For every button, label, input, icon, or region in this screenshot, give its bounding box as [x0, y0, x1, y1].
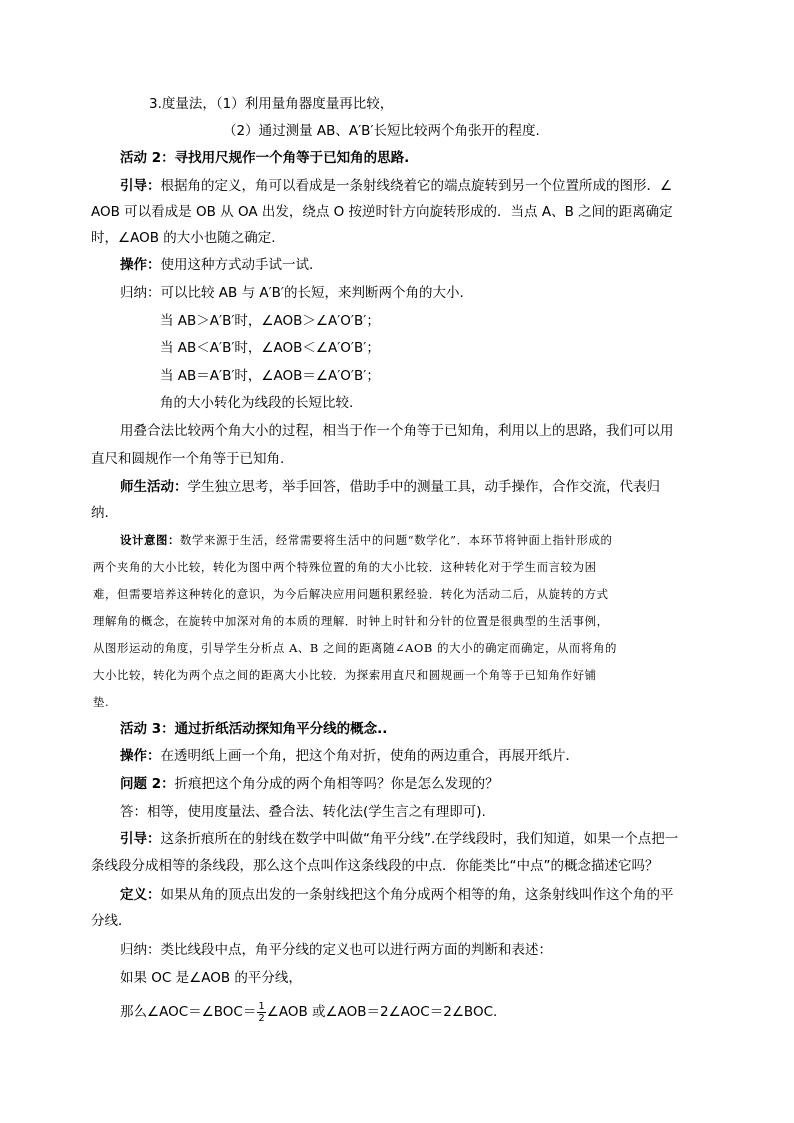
activity2-guide-line3: 时，∠AOB 的大小也随之确定. [91, 230, 276, 246]
para-line2: 直尺和圆规作一个角等于已知角. [91, 451, 285, 467]
activity3-guide-text: 这条折痕所在的射线在数学中叫做“角平分线”.在学线段时，我们知道，如果一个点把一 [160, 831, 679, 847]
design-intent-line2: 两个夹角的大小比较，转化为图中两个特殊位置的角的大小比较．这种转化对于学生而言较为困 [93, 560, 597, 574]
fraction-denominator: 2 [258, 1012, 265, 1024]
guide-label: 引导： [120, 178, 161, 194]
case-less: 当 AB＜A′B′时，∠AOB＜∠A′O′B′； [160, 340, 380, 356]
design-intent-text: 数学来源于生活，经常需要将生活中的问题“数学化”．本环节将钟面上指针形成的 [179, 533, 613, 547]
design-intent-line7: 垫. [93, 695, 110, 709]
case-equal: 当 AB＝A′B′时，∠AOB＝∠A′O′B′； [160, 368, 380, 384]
teacher-student-activity [120, 478, 660, 496]
activity3-summary [120, 941, 552, 959]
design-intent-label: 设计意图： [120, 533, 180, 547]
guide-text: 根据角的定义，角可以看成是一条射线绕着它的端点旋转到另一个位置所成的图形．∠ [160, 178, 673, 194]
question-2 [120, 775, 499, 793]
answer: 答：相等，使用度量法、叠合法、转化法(学生言之有理即可). [120, 804, 486, 820]
summary-text: 可以比较 AB 与 A′B′的长短，来判断两个角的大小. [160, 285, 464, 301]
teacher-student-label: 师生活动： [120, 479, 188, 495]
design-intent-line6: 大小比较，转化为两个点之间的距离大小比较．为探索用直尺和圆规画一个角等于已知角作好铺 [93, 668, 597, 682]
activity3-guide-label: 引导： [120, 831, 161, 847]
bisector-formula [120, 1000, 497, 1024]
activity3-operation [120, 747, 579, 765]
summary-label: 归纳： [120, 285, 161, 301]
activity3-operation-text: 在透明纸上画一个角，把这个角对折，使角的两边重合，再展开纸片． [160, 748, 579, 764]
fraction-one-half [257, 1001, 265, 1024]
activity2-title: 活动 2：寻找用尺规作一个角等于已知角的思路. [120, 150, 410, 166]
activity2-summary [120, 284, 464, 302]
conclusion: 角的大小转化为线段的长短比较. [160, 395, 354, 411]
design-intent-line1 [120, 532, 613, 548]
operation-text: 使用这种方式动手试一试. [160, 257, 314, 273]
activity3-guide-line1 [120, 830, 678, 848]
formula-prefix: 那么∠AOC＝∠BOC＝ [120, 1004, 257, 1020]
definition-label: 定义： [120, 887, 161, 903]
activity3-operation-label: 操作： [120, 748, 161, 764]
method3-line1: 3.度量法，（1）利用量角器度量再比较， [149, 96, 394, 112]
activity3-summary-text: 类比线段中点，角平分线的定义也可以进行两方面的判断和表述： [160, 942, 552, 958]
fraction-numerator: 1 [258, 1000, 265, 1012]
definition-text: 如果从角的顶点出发的一条射线把这个角分成两个相等的角，这条射线叫作这个角的平 [160, 887, 674, 903]
activity2-guide-line1 [120, 177, 672, 195]
method3-line2: （2）通过测量 AB、A′B′长短比较两个角张开的程度. [223, 123, 540, 139]
formula-suffix: ∠AOB 或∠AOB＝2∠AOC＝2∠BOC. [266, 1004, 498, 1020]
definition-line1 [120, 886, 674, 904]
design-intent-line3: 难，但需要培养这种转化的意识，为今后解决应用问题积累经验．转化为活动二后，从旋转的方式 [93, 587, 609, 601]
operation-label: 操作： [120, 257, 161, 273]
question-2-label: 问题 2： [120, 776, 175, 792]
para-line1: 用叠合法比较两个角大小的过程，相当于作一个角等于已知角，利用以上的思路，我们可以用 [120, 423, 674, 439]
question-2-text: 折痕把这个角分成的两个角相等吗？你是怎么发现的？ [174, 776, 499, 792]
activity3-guide-line2: 条线段分成相等的条线段，那么这个点叫作这条线段的中点．你能类比“中点”的概念描述它吗？ [91, 858, 659, 874]
design-intent-line5: 从图形运动的角度，引导学生分析点 A、B 之间的距离随∠AOB 的大小的确定而确定，从而将角的 [93, 641, 617, 655]
activity2-operation [120, 256, 313, 274]
activity3-title: 活动 3：通过折纸活动探知角平分线的概念.. [120, 721, 388, 737]
bisector-condition: 如果 OC 是∠AOB 的平分线， [120, 970, 302, 986]
definition-line2: 分线． [91, 913, 132, 929]
design-intent-line4: 理解角的概念，在旋转中加深对角的本质的理解．时钟上时针和分针的位置是很典型的生活事例， [93, 614, 609, 628]
activity2-guide-line2: AOB 可以看成是 OB 从 OA 出发，绕点 O 按逆时针方向旋转形成的．当点 A、B 之间的距离确定 [91, 204, 673, 220]
teacher-student-text: 学生独立思考，举手回答，借助手中的测量工具，动手操作，合作交流，代表归 [187, 479, 660, 495]
teacher-student-line2: 纳. [91, 505, 109, 521]
case-greater: 当 AB＞A′B′时，∠AOB＞∠A′O′B′； [160, 313, 380, 329]
activity3-summary-label: 归纳： [120, 942, 161, 958]
